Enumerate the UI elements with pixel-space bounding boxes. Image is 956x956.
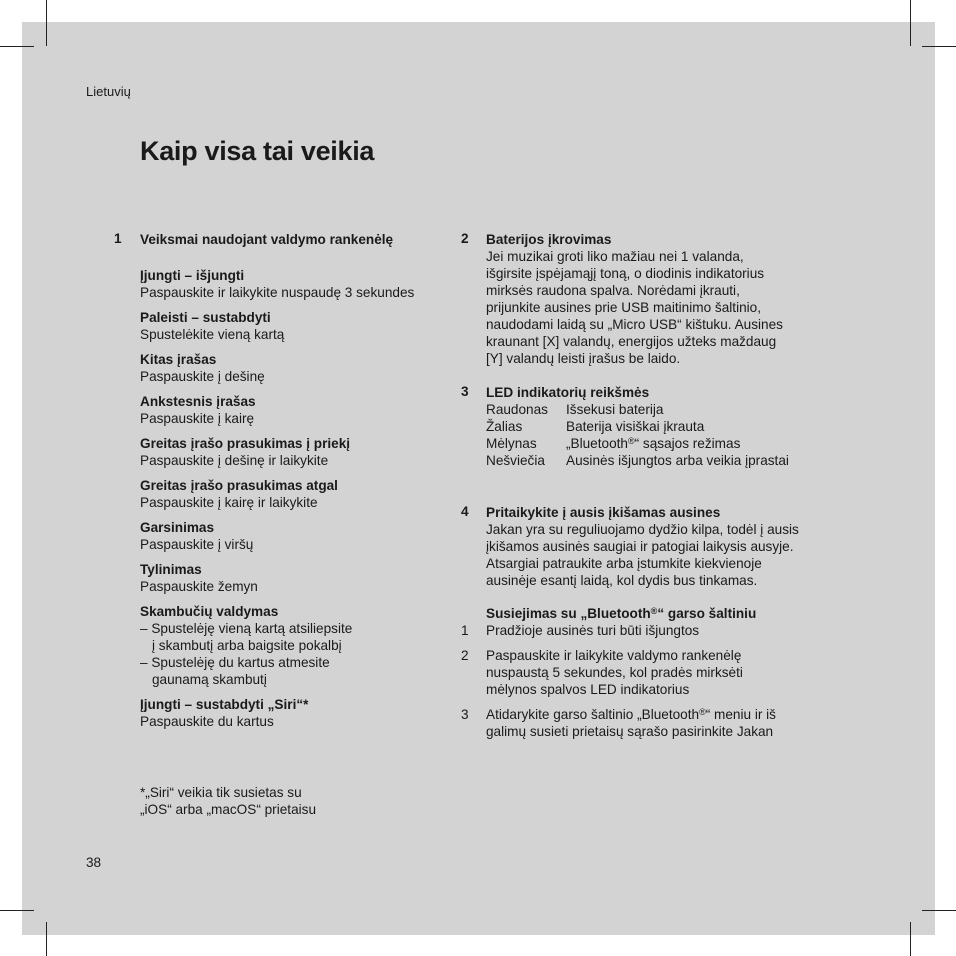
- pairing-heading: [486, 605, 826, 622]
- led-meaning: Ausinės išjungtos arba veikia įprastai: [566, 453, 789, 468]
- section-heading: Veiksmai naudojant valdymo rankenėlę: [140, 232, 394, 247]
- control-title: Tylinimas: [140, 562, 202, 577]
- control-item: [140, 309, 450, 343]
- page-title: Kaip visa tai veikia: [140, 136, 375, 166]
- step-line: nuspaustą 5 sekundes, kol pradės mirksėti: [486, 665, 743, 680]
- control-text: gaunamą skambutį: [152, 672, 267, 687]
- control-title: Įjungti – sustabdyti „Siri“*: [140, 697, 309, 712]
- step-line: galimų susieti prietaisų sąrašo pasirinkite Jakan: [486, 724, 774, 739]
- section-number: 3: [461, 384, 469, 399]
- registered-mark: ®: [699, 707, 706, 717]
- led-row: [486, 401, 826, 418]
- body-line: naudodami laidą su „Micro USB“ kištuku. Ausines: [486, 317, 783, 332]
- control-item: [140, 351, 450, 385]
- led-color: Nešviečia: [486, 453, 545, 468]
- control-title: Įjungti – išjungti: [140, 268, 245, 283]
- step-line: Pradžioje ausinės turi būti išjungtos: [486, 623, 700, 638]
- step-number: 2: [461, 648, 469, 663]
- led-row: [486, 418, 826, 435]
- battery-section: [486, 231, 826, 367]
- body-line: Atsargiai patraukite arba įstumkite kiekvienoje: [486, 556, 762, 571]
- body-line: Jei muzikai groti liko mažiau nei 1 valanda,: [486, 249, 744, 264]
- control-item: [140, 519, 450, 553]
- crop-mark: [46, 0, 47, 46]
- registered-mark: ®: [650, 606, 658, 616]
- crop-mark: [0, 910, 34, 911]
- led-meaning: Išsekusi baterija: [566, 402, 664, 417]
- control-text: Paspauskite žemyn: [140, 579, 258, 594]
- control-item: [140, 393, 450, 427]
- control-item: [140, 267, 450, 301]
- footnote-line: „iOS“ arba „macOS“ prietaisu: [140, 802, 317, 817]
- led-color: Raudonas: [486, 402, 548, 417]
- led-meaning: [566, 435, 740, 452]
- control-text: Paspauskite į kairę ir laikykite: [140, 495, 318, 510]
- body-line: ausinėje esantį laidą, kol dydis bus tinkamas.: [486, 573, 758, 588]
- control-item-calls: [140, 603, 450, 688]
- led-meaning-text: “ sąsajos režimas: [634, 436, 741, 451]
- step-line: Paspauskite ir laikykite valdymo rankenėlę: [486, 648, 742, 663]
- section-heading: Baterijos įkrovimas: [486, 232, 612, 247]
- crop-mark: [910, 0, 911, 46]
- step-line-text: Atidarykite garso šaltinio „Bluetooth: [486, 707, 700, 722]
- led-row: [486, 435, 826, 452]
- control-item: [140, 561, 450, 595]
- led-color: Mėlynas: [486, 436, 537, 451]
- control-title: Ankstesnis įrašas: [140, 394, 256, 409]
- page-number: 38: [86, 855, 102, 870]
- control-title: Greitas įrašo prasukimas atgal: [140, 478, 338, 493]
- section-number: 1: [114, 231, 122, 246]
- section-number: 4: [461, 504, 469, 519]
- control-text: Paspauskite ir laikykite nuspaudę 3 sekundes: [140, 285, 415, 300]
- control-text: Paspauskite du kartus: [140, 714, 274, 729]
- led-meaning: Baterija visiškai įkrauta: [566, 419, 705, 434]
- led-section: [486, 384, 826, 469]
- led-row: [486, 452, 826, 469]
- control-title: Skambučių valdymas: [140, 604, 279, 619]
- body-line: prijunkite ausines prie USB maitinimo šaltinio,: [486, 300, 762, 315]
- step-number: 1: [461, 623, 469, 638]
- body-line: Jakan yra su reguliuojamo dydžio kilpa, todėl į ausis: [486, 522, 799, 537]
- step-text: [486, 706, 826, 740]
- control-text: – Spustelėję du kartus atmesite: [140, 655, 330, 670]
- crop-mark: [922, 910, 956, 911]
- control-text: Spustelėkite vieną kartą: [140, 327, 285, 342]
- control-item-siri: [140, 696, 450, 730]
- body-line: mirksės raudona spalva. Norėdami įkrauti,: [486, 283, 740, 298]
- step-line-text: “ meniu ir iš: [705, 707, 776, 722]
- section-heading: LED indikatorių reikšmės: [486, 385, 650, 400]
- step-line: mėlynos spalvos LED indikatorius: [486, 682, 690, 697]
- registered-mark: ®: [627, 436, 635, 446]
- step-line: [486, 706, 826, 723]
- pairing-heading-text: Susiejimas su „Bluetooth: [486, 606, 651, 621]
- body-line: [Y] valandų leisti įrašus be laido.: [486, 351, 681, 366]
- control-text: Paspauskite į viršų: [140, 537, 254, 552]
- step-number: 3: [461, 707, 469, 722]
- step-text: [486, 647, 826, 698]
- control-text: Paspauskite į dešinę: [140, 369, 265, 384]
- language-label: Lietuvių: [86, 84, 131, 99]
- crop-mark: [0, 46, 34, 47]
- control-title: Greitas įrašo prasukimas į priekį: [140, 436, 351, 451]
- crop-mark: [910, 922, 911, 956]
- body-line: išgirsite įspėjamąjį toną, o diodinis indikatorius: [486, 266, 765, 281]
- crop-mark: [922, 46, 956, 47]
- led-color: Žalias: [486, 419, 523, 434]
- control-title: Kitas įrašas: [140, 352, 217, 367]
- section-number: 2: [461, 231, 469, 246]
- control-text: Paspauskite į kairę: [140, 411, 255, 426]
- footnote-line: *„Siri“ veikia tik susietas su: [140, 785, 302, 800]
- crop-mark: [46, 922, 47, 956]
- step-text: [486, 622, 826, 639]
- control-text: Paspauskite į dešinę ir laikykite: [140, 453, 329, 468]
- led-meaning-text: „Bluetooth: [566, 436, 628, 451]
- control-title: Paleisti – sustabdyti: [140, 310, 271, 325]
- footnote: [140, 784, 370, 818]
- control-title: Garsinimas: [140, 520, 215, 535]
- pairing-heading-text: “ garso šaltiniu: [657, 606, 757, 621]
- control-text: į skambutį arba baigsite pokalbį: [152, 638, 342, 653]
- fit-section: [486, 504, 826, 589]
- control-text: – Spustelėję vieną kartą atsiliepsite: [140, 621, 353, 636]
- control-item: [140, 435, 450, 469]
- body-line: įkišamos ausinės saugiai ir patogiai laikysis ausyje.: [486, 539, 794, 554]
- control-item: [140, 477, 450, 511]
- body-line: kraunant [X] valandų, energijos užteks maždaug: [486, 334, 777, 349]
- controls-section: [140, 231, 450, 738]
- section-heading: Pritaikykite į ausis įkišamas ausines: [486, 505, 721, 520]
